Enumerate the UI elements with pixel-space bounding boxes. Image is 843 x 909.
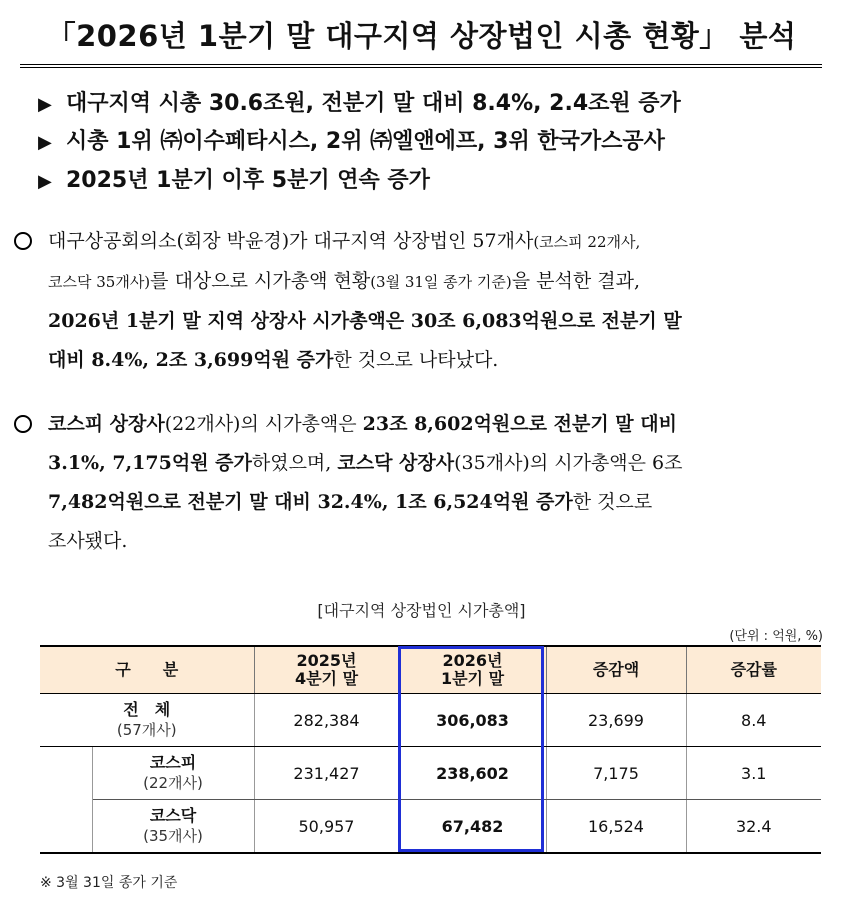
triangle-bullet-icon: ▶ [38, 171, 52, 192]
cell-change: 7,175 [546, 747, 686, 800]
p1-text-b: 를 대상으로 시가총액 현황 [150, 270, 371, 292]
header-prev-line2: 4분기 말 [294, 669, 359, 688]
summary-bullet-2 [38, 124, 665, 155]
p1-text-b-small: 코스닥 35개사) [48, 273, 151, 291]
summary-bullet-text: 2025년 1분기 이후 5분기 연속 증가 [66, 168, 430, 193]
cell-prev: 50,957 [254, 800, 399, 854]
market-cap-table [40, 645, 821, 854]
p2-text-b2: (35개사)의 시가총액은 6조 [454, 452, 683, 474]
p2-text-b: 하였으며, [251, 452, 338, 474]
p1-text-d-bold: 대비 8.4%, 2조 3,699억원 증가 [48, 349, 334, 371]
table-header-row [40, 646, 821, 694]
p2-text-a-bold: 코스피 상장사 [48, 413, 165, 435]
table-row-total [40, 694, 821, 747]
paragraph-2 [48, 405, 824, 561]
summary-bullet-text: 시총 1위 ㈜이수페타시스, 2위 ㈜엘앤에프, 3위 한국가스공사 [66, 129, 665, 154]
header-curr-quarter [399, 646, 546, 694]
p1-text-b-small2: (3월 31일 종가 기준) [370, 273, 512, 291]
page-title: 「2026년 1분기 말 대구지역 상장법인 시총 현황」 분석 [46, 19, 797, 53]
p1-text-c-bold: 2026년 1분기 말 지역 상장사 시가총액은 30조 6,083억원으로 전분기 말 [48, 310, 682, 332]
row-sublabel: (35개사) [143, 827, 203, 845]
table-caption: [대구지역 상장법인 시가총액] [317, 601, 526, 620]
header-prev-quarter [254, 646, 399, 694]
row-label-cell [40, 694, 254, 747]
header-category: 구 분 [40, 646, 254, 694]
row-sublabel: (57개사) [116, 721, 177, 739]
p1-text-a: 대구상공회의소(회장 박윤경)가 대구지역 상장법인 57개사 [48, 230, 534, 252]
p2-text-c: 한 것으로 [572, 491, 653, 513]
cell-curr: 238,602 [399, 747, 546, 800]
cell-prev: 231,427 [254, 747, 399, 800]
p1-text-a-small: (코스피 22개사, [533, 233, 641, 251]
header-prev-line1: 2025년 [296, 651, 357, 670]
table-row-kosdaq [40, 800, 821, 854]
row-label: 전 체 [123, 700, 171, 719]
header-curr-line1: 2026년 [442, 651, 503, 670]
paragraph-1 [48, 222, 824, 380]
header-curr-line2: 1분기 말 [440, 669, 505, 688]
indent-cell [40, 747, 92, 800]
p1-text-b2: 을 분석한 결과, [511, 270, 641, 292]
cell-change: 16,524 [546, 800, 686, 854]
table-row-kospi [40, 747, 821, 800]
p2-text-a: (22개사)의 시가총액은 [164, 413, 363, 435]
cell-rate: 32.4 [686, 800, 821, 854]
p2-text-c-bold: 7,482억원으로 전분기 말 대비 32.4%, 1조 6,524억원 증가 [48, 491, 573, 513]
header-rate: 증감률 [686, 646, 821, 694]
p2-text-b-bold2: 코스닥 상장사 [337, 452, 455, 474]
triangle-bullet-icon: ▶ [38, 132, 52, 153]
cell-rate: 3.1 [686, 747, 821, 800]
circle-bullet-icon [14, 232, 32, 250]
footnote: ※ 3월 31일 종가 기준 [40, 875, 178, 891]
table-unit: (단위 : 억원, %) [729, 629, 823, 644]
row-sublabel: (22개사) [143, 774, 203, 792]
cell-curr: 306,083 [399, 694, 546, 747]
indent-cell [40, 800, 92, 854]
p2-text-a-bold2: 23조 8,602억원으로 전분기 말 대비 [362, 413, 677, 435]
cell-curr: 67,482 [399, 800, 546, 854]
cell-change: 23,699 [546, 694, 686, 747]
p2-text-b-bold: 3.1%, 7,175억원 증가 [48, 452, 252, 474]
header-change: 증감액 [546, 646, 686, 694]
row-label-cell [92, 747, 254, 800]
p1-text-d: 한 것으로 나타났다. [333, 349, 499, 371]
summary-bullet-3 [38, 163, 430, 194]
cell-prev: 282,384 [254, 694, 399, 747]
row-label-cell [92, 800, 254, 854]
summary-bullet-text: 대구지역 시총 30.6조원, 전분기 말 대비 8.4%, 2.4조원 증가 [66, 91, 681, 116]
row-label: 코스닥 [149, 806, 197, 825]
p2-text-d: 조사됐다. [48, 530, 128, 552]
triangle-bullet-icon: ▶ [38, 94, 52, 115]
circle-bullet-icon [14, 415, 32, 433]
title-double-rule [20, 64, 822, 68]
row-label: 코스피 [149, 753, 197, 772]
cell-rate: 8.4 [686, 694, 821, 747]
summary-bullet-1 [38, 86, 681, 117]
